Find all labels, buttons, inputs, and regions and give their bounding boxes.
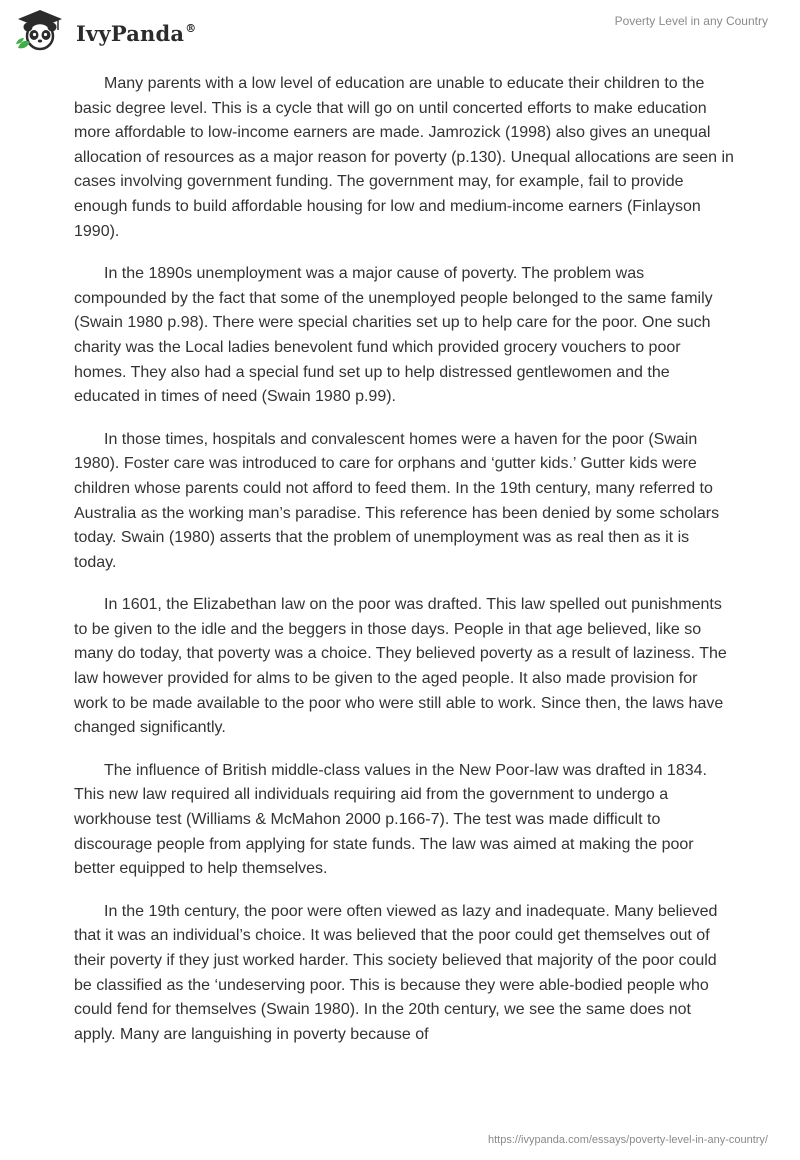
panda-graduate-icon [14,8,66,52]
ivypanda-logo[interactable] [14,8,196,52]
paragraph: In those times, hospitals and convalescent homes were a haven for the poor (Swain 1980). Foster care was introduced to care for orphans and ‘gutter kids.’ Gutter kids were children whose parents could not afford to feed them. In the 19th century, many referred to Australia as the working man’s paradise. This reference has been denied by some scholars today. Swain (1980) asserts that the problem of unemployment was as real then as it is today. [74,430,720,571]
brand-name: IvyPanda® [76,20,197,46]
paragraph: Many parents with a low level of education are unable to educate their children to the basic degree level. This is a cycle that will go on until concerted efforts to make education more affordable to low-income earners are made. Jamrozick (1998) also gives an unequal allocation of resources as a major reason for poverty (p.130). Unequal allocations are seen in cases involving government funding. The government may, for example, fail to provide enough funds to build affordable housing for low and medium-income earners (Finlayson 1990). [74,75,734,240]
paragraph: In the 19th century, the poor were often viewed as lazy and inadequate. Many believed that it was an individual’s choice. It was believed that the poor could get themselves out of their poverty if they just worked harder. This society believed that majority of the poor could be classified as the ‘undeserving poor. This is because they were able-bodied people who could fend for themselves (Swain 1980). In the 20th century, we see the same does not apply. Many are languishing in poverty because of [74,902,718,1043]
registered-mark: ® [185,21,197,35]
essay-body [74,72,734,1065]
paragraph: In the 1890s unemployment was a major cause of poverty. The problem was compounded by the fact that some of the unemployed people belonged to the same family (Swain 1980 p.98). There were special charities set up to help care for the poor. One such charity was the Local ladies benevolent fund which provided grocery vouchers to poor homes. They also had a special fund set up to help distressed gentlewomen and the educated in times of need (Swain 1980 p.99). [74,265,713,406]
paragraph: The influence of British middle-class values in the New Poor-law was drafted in 1834. This new law required all individuals requiring aid from the government to undergo a workhouse test (Williams & McMahon 2000 p.166-7). The test was made difficult to discourage people from applying for state funds. The law was aimed at making the poor better equipped to help themselves. [74,761,707,878]
page-header [0,0,800,60]
paragraph: In 1601, the Elizabethan law on the poor was drafted. This law spelled out punishments to be given to the idle and the beggers in those days. People in that age believed, like so many do today, that poverty was a choice. They believed poverty as a result of laziness. The law however provided for alms to be given to the aged people. It also made provision for work to be made available to the poor who were still able to work. Since then, the laws have changed significantly. [74,596,727,737]
source-url[interactable]: https://ivypanda.com/essays/poverty-level-in-any-country/ [487,1134,768,1146]
document-title: Poverty Level in any Country [614,14,768,28]
